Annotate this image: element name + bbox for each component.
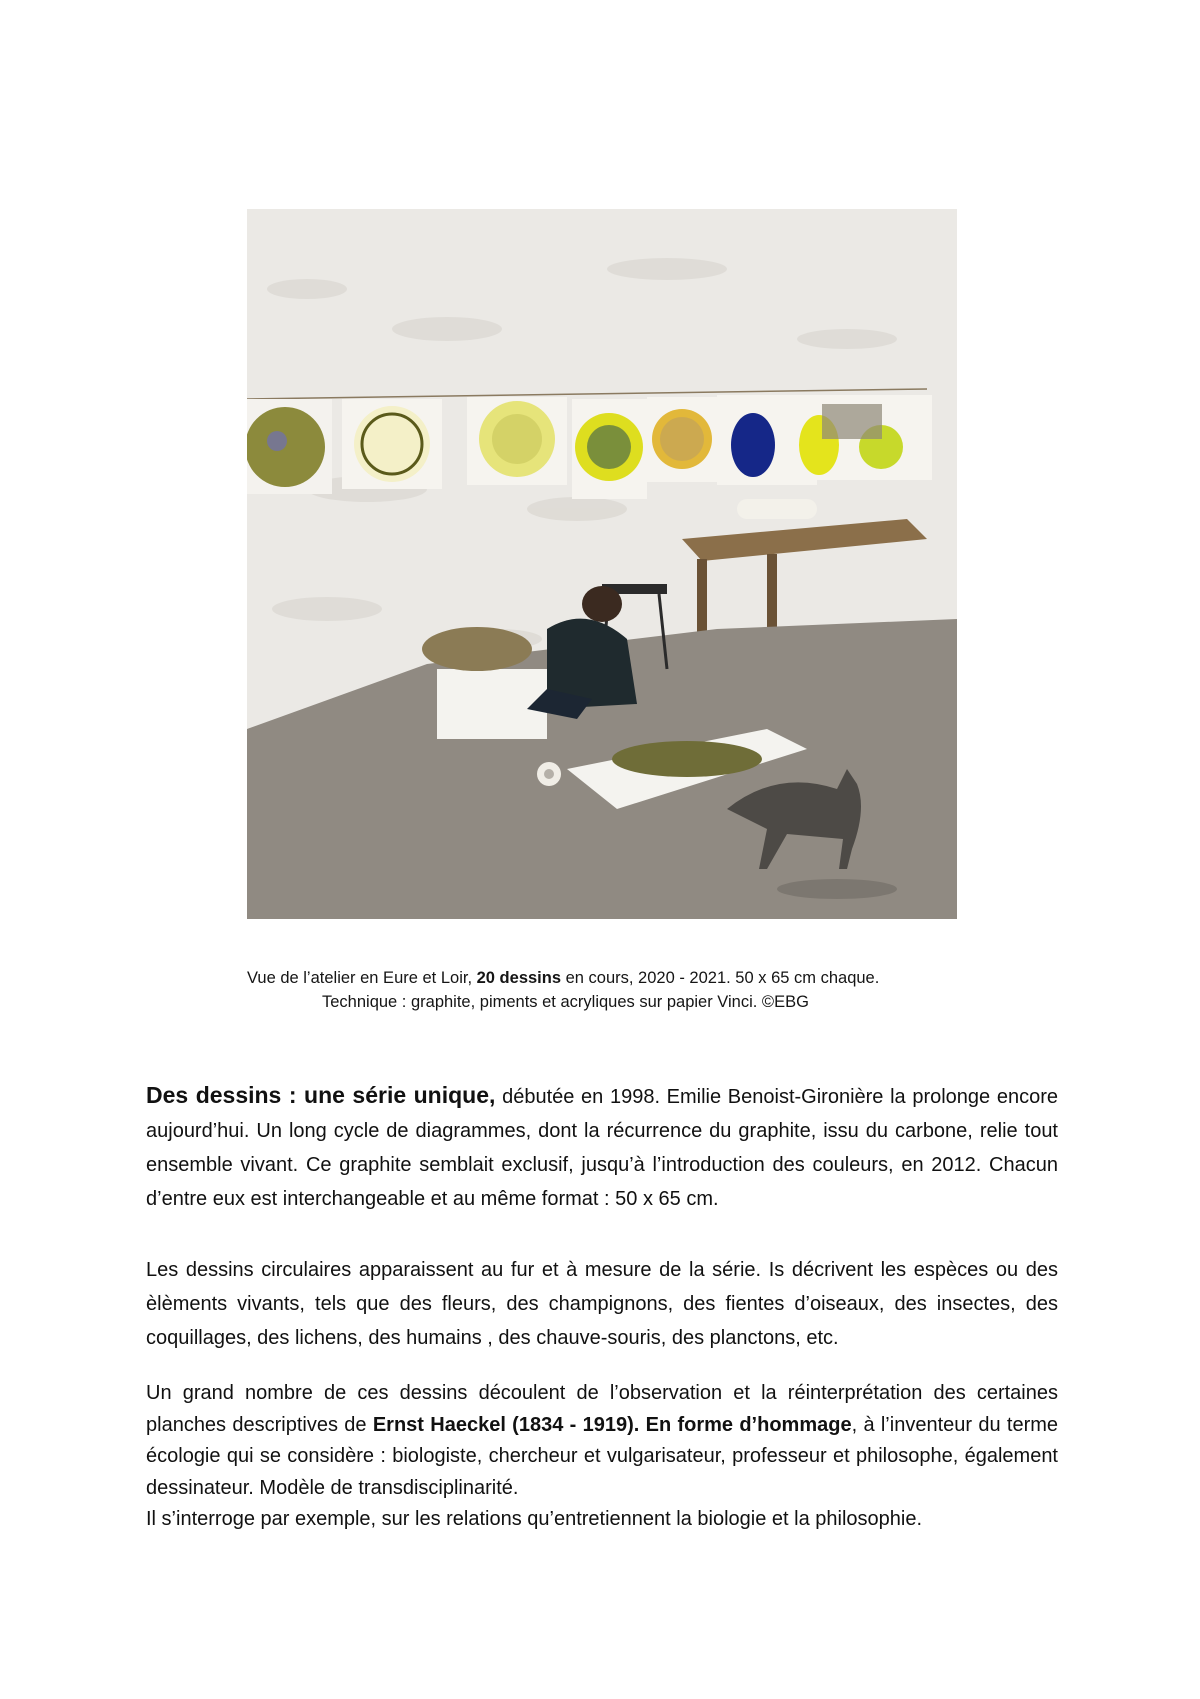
caption-line1-post: en cours, 2020 - 2021. 50 x 65 cm chaque. [561, 969, 880, 987]
paragraph-haeckel-last-line: Il s’interroge par exemple, sur les relations qu’entretiennent la biologie et la philosophie. [146, 1508, 923, 1530]
paragraph-circular-drawings: Les dessins circulaires apparaissent au fur et à mesure de la série. Is décrivent les espèces ou des èlèments vivants, tels que des fleurs, des champignons, des fientes d’oiseaux, des insectes, des coquillages, des lichens, des humains , des chauve-souris, des planctons, etc. [146, 1259, 1058, 1349]
caption-line-1 [200, 966, 1000, 990]
studio-photo-illustration [247, 209, 957, 919]
paragraph-series-text: débutée en 1998. Emilie Benoist-Gironière la prolonge encore aujourd’hui. Un long cycle de diagrammes, dont la récurrence du graphite, issu du carbone, relie tout ensemble vivant. Ce graphite semblait exclusif, jusqu’à l’introduction des couleurs, en 2012. Chacun d’entre eux est interchangeable et au même format : 50 x 65 cm. [146, 1086, 1058, 1210]
caption-line-2: Technique : graphite, piments et acryliques sur papier Vinci. ©EBG [322, 993, 809, 1011]
paragraph-haeckel-post: , à l’inventeur du terme écologie qui se considère : biologiste, chercheur et vulgarisateur, professeur et philosophe, également dessinateur. Modèle de transdisciplinarité. [146, 1413, 1059, 1499]
paragraph-haeckel-bold: Ernst Haeckel (1834 - 1919). En forme d’hommage [372, 1413, 852, 1436]
paragraph-series [146, 1078, 1058, 1216]
paragraph-lead: Des dessins : une série unique, [146, 1082, 496, 1108]
paragraph-haeckel [146, 1378, 1058, 1536]
studio-photo [247, 209, 957, 919]
caption-line1-bold: 20 dessins [476, 969, 562, 987]
paragraph-haeckel-pre: Un grand nombre de ces dessins découlent de l’observation et la réinterprétation des certaines planches descriptives de [146, 1382, 1058, 1436]
photo-caption [200, 966, 1000, 1014]
caption-line1-pre: Vue de l’atelier en Eure et Loir, [247, 969, 477, 987]
